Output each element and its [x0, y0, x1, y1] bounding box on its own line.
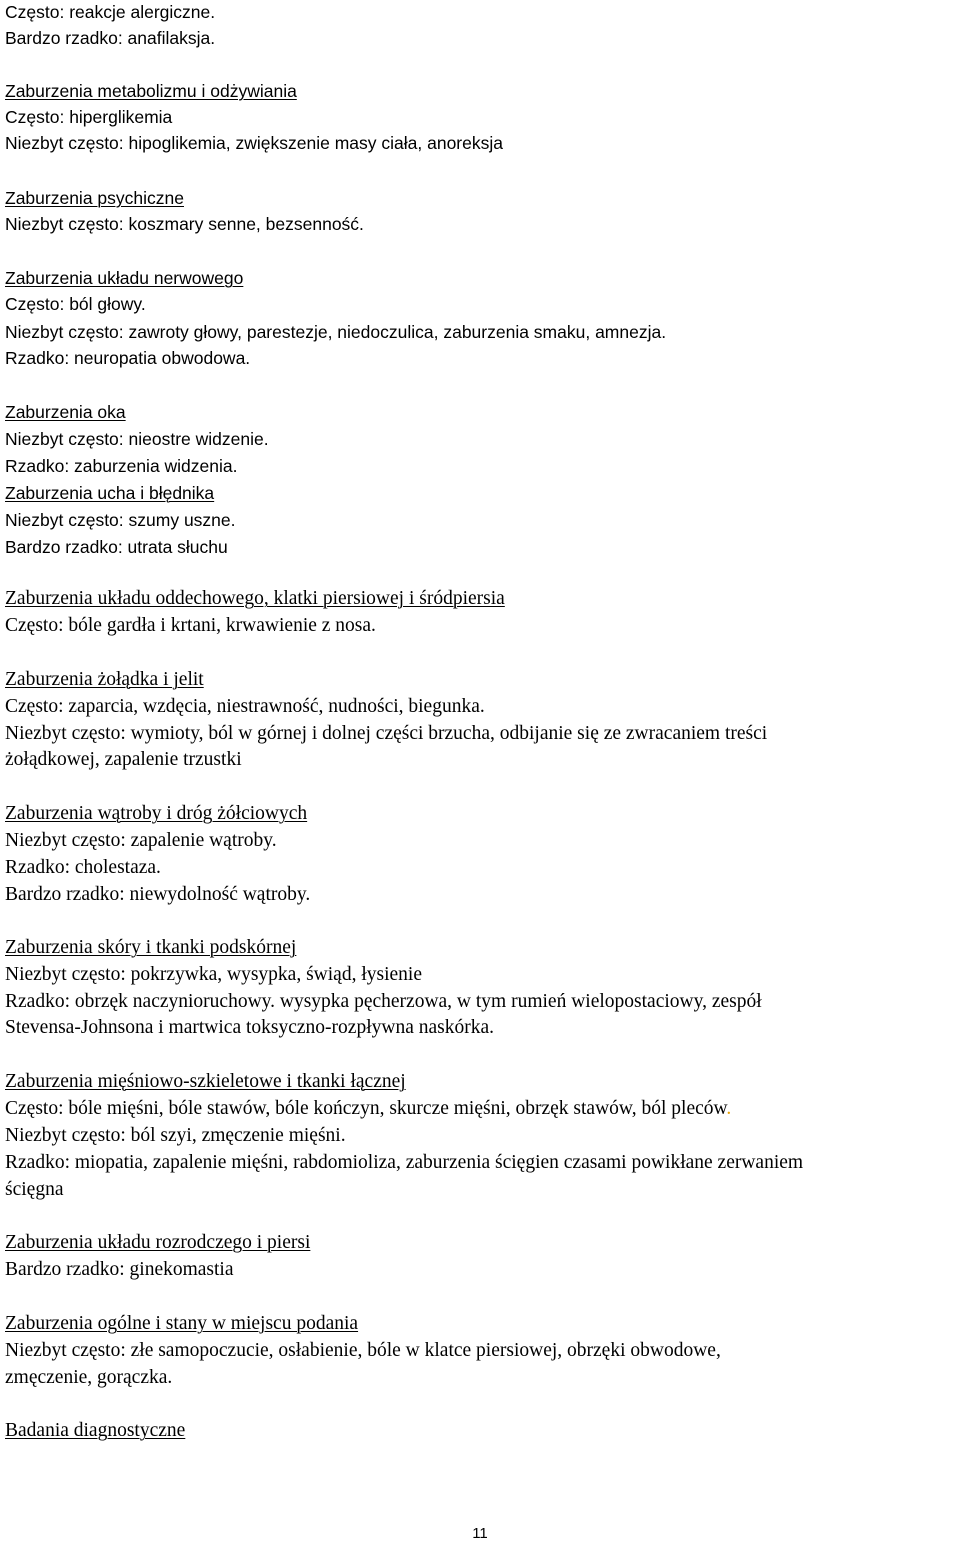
highlighted-period: . [726, 1098, 732, 1119]
section-heading: Zaburzenia oka [5, 402, 126, 422]
text-line: ścięgna [5, 1179, 64, 1200]
page-number: 11 [472, 1525, 488, 1542]
section-heading: Zaburzenia ogólne i stany w miejscu podania [5, 1313, 359, 1334]
text-line: Niezbyt często: koszmary senne, bezsenność. [5, 214, 364, 234]
section-heading: Zaburzenia mięśniowo-szkieletowe i tkanki łącznej [5, 1071, 406, 1092]
section-heading: Zaburzenia układu rozrodczego i piersi [5, 1232, 311, 1253]
text-line [5, 1097, 731, 1123]
section-heading: Badania diagnostyczne [5, 1420, 186, 1441]
text-line: Rzadko: neuropatia obwodowa. [5, 348, 251, 368]
text-line: Niezbyt często: szumy uszne. [5, 510, 236, 530]
section-heading: Zaburzenia wątroby i dróg żółciowych [5, 803, 308, 824]
text-line: żołądkowej, zapalenie trzustki [5, 749, 242, 770]
text-line: Rzadko: cholestaza. [5, 857, 161, 878]
text-line: Bardzo rzadko: ginekomastia [5, 1259, 234, 1280]
text-line-body: Często: bóle mięśni, bóle stawów, bóle kończyn, skurcze mięśni, obrzęk stawów, ból pleców [5, 1098, 727, 1119]
text-line: Często: bóle gardła i krtani, krwawienie z nosa. [5, 615, 376, 636]
text-line: Często: reakcje alergiczne. [5, 2, 216, 22]
text-line: Niezbyt często: pokrzywka, wysypka, świąd, łysienie [5, 964, 422, 985]
section-heading: Zaburzenia układu oddechowego, klatki piersiowej i śródpiersia [5, 588, 505, 609]
text-line: Niezbyt często: złe samopoczucie, osłabienie, bóle w klatce piersiowej, obrzęki obwodowe, [5, 1340, 721, 1361]
text-line: Stevensa-Johnsona i martwica toksyczno-rozpływna naskórka. [5, 1017, 494, 1038]
text-line: Bardzo rzadko: niewydolność wątroby. [5, 884, 311, 905]
text-line: Rzadko: zaburzenia widzenia. [5, 456, 238, 476]
section-heading: Zaburzenia ucha i błędnika [5, 483, 215, 503]
section-heading: Zaburzenia żołądka i jelit [5, 669, 204, 690]
text-line: Bardzo rzadko: utrata słuchu [5, 537, 228, 557]
section-heading: Zaburzenia psychiczne [5, 188, 184, 208]
section-heading: Zaburzenia metabolizmu i odżywiania [5, 81, 297, 101]
text-line: Często: ból głowy. [5, 294, 146, 314]
text-line: Często: hiperglikemia [5, 107, 173, 127]
text-line: Niezbyt często: hipoglikemia, zwiększenie masy ciała, anoreksja [5, 133, 503, 153]
text-line: Bardzo rzadko: anafilaksja. [5, 28, 216, 48]
section-heading: Zaburzenia układu nerwowego [5, 268, 244, 288]
section-heading: Zaburzenia skóry i tkanki podskórnej [5, 937, 297, 958]
text-line: Często: zaparcia, wzdęcia, niestrawność, nudności, biegunka. [5, 696, 485, 717]
text-line: Niezbyt często: wymioty, ból w górnej i dolnej części brzucha, odbijanie się ze zwracaniem treści [5, 723, 768, 744]
text-line: zmęczenie, gorączka. [5, 1367, 173, 1388]
text-line: Niezbyt często: zawroty głowy, parestezje, niedoczulica, zaburzenia smaku, amnezja. [5, 322, 667, 342]
text-line: Rzadko: miopatia, zapalenie mięśni, rabdomioliza, zaburzenia ścięgien czasami powikłane zerwaniem [5, 1152, 804, 1173]
text-line: Niezbyt często: nieostre widzenie. [5, 429, 269, 449]
text-line: Rzadko: obrzęk naczynioruchowy. wysypka pęcherzowa, w tym rumień wielopostaciowy, zespół [5, 991, 762, 1012]
text-line: Niezbyt często: zapalenie wątroby. [5, 830, 277, 851]
text-line: Niezbyt często: ból szyi, zmęczenie mięśni. [5, 1125, 346, 1146]
